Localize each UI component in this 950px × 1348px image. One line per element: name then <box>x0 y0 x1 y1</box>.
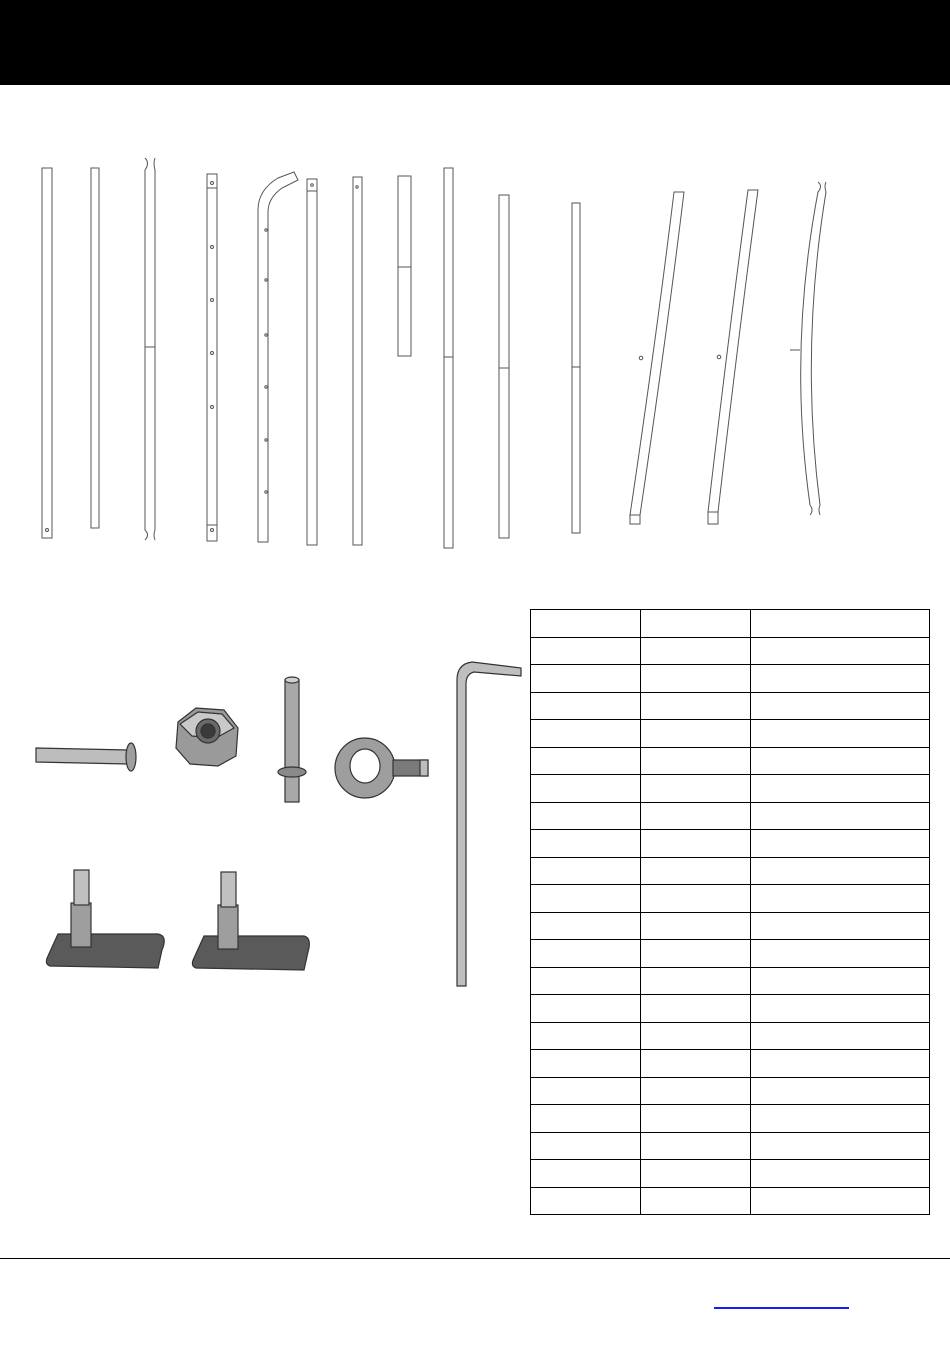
table-cell <box>531 1105 641 1133</box>
table-cell <box>751 1105 930 1133</box>
table-cell <box>751 967 930 995</box>
eye-bolt-icon <box>335 738 428 798</box>
table-cell <box>641 720 751 748</box>
table-cell <box>531 1077 641 1105</box>
nut-icon <box>176 708 238 766</box>
footer-divider <box>0 1258 950 1259</box>
table-cell <box>751 1050 930 1078</box>
table-cell <box>531 940 641 968</box>
table-cell <box>751 995 930 1023</box>
table-cell <box>641 747 751 775</box>
long-tube-1 <box>444 168 453 548</box>
table-row <box>531 665 930 693</box>
table-cell <box>641 802 751 830</box>
table-cell <box>641 692 751 720</box>
table-cell <box>531 665 641 693</box>
leg-tube-with-holes <box>207 174 217 541</box>
table-cell <box>531 967 641 995</box>
table-cell <box>751 1160 930 1188</box>
table-row <box>531 857 930 885</box>
table-cell <box>531 1187 641 1215</box>
tube-parts-illustration <box>0 150 950 560</box>
curved-end-tube-1 <box>145 158 155 540</box>
table-cell <box>531 720 641 748</box>
footer-link[interactable] <box>714 1293 849 1309</box>
table-cell <box>641 610 751 638</box>
table-cell <box>751 1077 930 1105</box>
parts-table <box>530 609 930 1215</box>
table-row <box>531 610 930 638</box>
table-row <box>531 995 930 1023</box>
table-row <box>531 1077 930 1105</box>
foot-base-icon <box>46 870 164 968</box>
table-cell <box>751 830 930 858</box>
table-cell <box>751 720 930 748</box>
table-cell <box>641 1022 751 1050</box>
table-cell <box>531 692 641 720</box>
table-row <box>531 1132 930 1160</box>
table-cell <box>751 1022 930 1050</box>
bolt-icon <box>36 743 136 771</box>
table-cell <box>751 940 930 968</box>
table-cell <box>641 1187 751 1215</box>
table-cell <box>751 1132 930 1160</box>
table-cell <box>531 802 641 830</box>
curved-tube-1 <box>630 192 684 524</box>
straight-tube-1 <box>42 168 52 538</box>
table-cell <box>751 665 930 693</box>
table-cell <box>641 830 751 858</box>
table-cell <box>751 637 930 665</box>
table-cell <box>641 857 751 885</box>
table-cell <box>641 1132 751 1160</box>
table-cell <box>531 1022 641 1050</box>
table-cell <box>531 1132 641 1160</box>
table-cell <box>641 665 751 693</box>
table-cell <box>531 1050 641 1078</box>
table-cell <box>641 940 751 968</box>
table-cell <box>531 995 641 1023</box>
table-row <box>531 720 930 748</box>
table-cell <box>641 1160 751 1188</box>
table-cell <box>751 1187 930 1215</box>
table-row <box>531 967 930 995</box>
table-cell <box>751 912 930 940</box>
table-row <box>531 1160 930 1188</box>
long-tube-3 <box>572 203 580 533</box>
table-cell <box>641 1077 751 1105</box>
table-cell <box>641 775 751 803</box>
table-cell <box>531 912 641 940</box>
table-row <box>531 802 930 830</box>
table-cell <box>641 995 751 1023</box>
table-cell <box>531 637 641 665</box>
table-cell <box>751 857 930 885</box>
table-row <box>531 747 930 775</box>
foot-base-icon <box>192 872 309 970</box>
bent-top-tube <box>258 172 298 542</box>
table-cell <box>641 637 751 665</box>
table-cell <box>641 912 751 940</box>
table-cell <box>531 857 641 885</box>
table-row <box>531 830 930 858</box>
straight-tube-3 <box>307 179 317 545</box>
table-cell <box>751 802 930 830</box>
table-cell <box>751 885 930 913</box>
curved-tube-2 <box>708 190 758 524</box>
table-row <box>531 637 930 665</box>
table-row <box>531 1105 930 1133</box>
straight-tube-2 <box>91 168 99 528</box>
table-row <box>531 692 930 720</box>
table-cell <box>751 610 930 638</box>
short-tube <box>398 176 411 356</box>
table-cell <box>641 885 751 913</box>
straight-tube-4 <box>353 177 362 545</box>
table-row <box>531 912 930 940</box>
table-row <box>531 940 930 968</box>
table-cell <box>641 1050 751 1078</box>
table-cell <box>751 692 930 720</box>
table-row <box>531 775 930 803</box>
long-tube-2 <box>499 195 509 538</box>
table-cell <box>641 1105 751 1133</box>
table-cell <box>531 747 641 775</box>
table-cell <box>751 747 930 775</box>
header-bar <box>0 0 950 85</box>
table-row <box>531 1022 930 1050</box>
table-row <box>531 1187 930 1215</box>
table-cell <box>641 967 751 995</box>
pin-icon <box>278 677 306 802</box>
table-cell <box>531 830 641 858</box>
table-row <box>531 885 930 913</box>
table-cell <box>751 775 930 803</box>
table-cell <box>531 775 641 803</box>
table-cell <box>531 610 641 638</box>
table-cell <box>531 1160 641 1188</box>
table-row <box>531 1050 930 1078</box>
hardware-illustration <box>0 600 530 1020</box>
curved-end-tube-2 <box>790 182 826 515</box>
table-cell <box>531 885 641 913</box>
allen-key-icon <box>457 662 521 986</box>
